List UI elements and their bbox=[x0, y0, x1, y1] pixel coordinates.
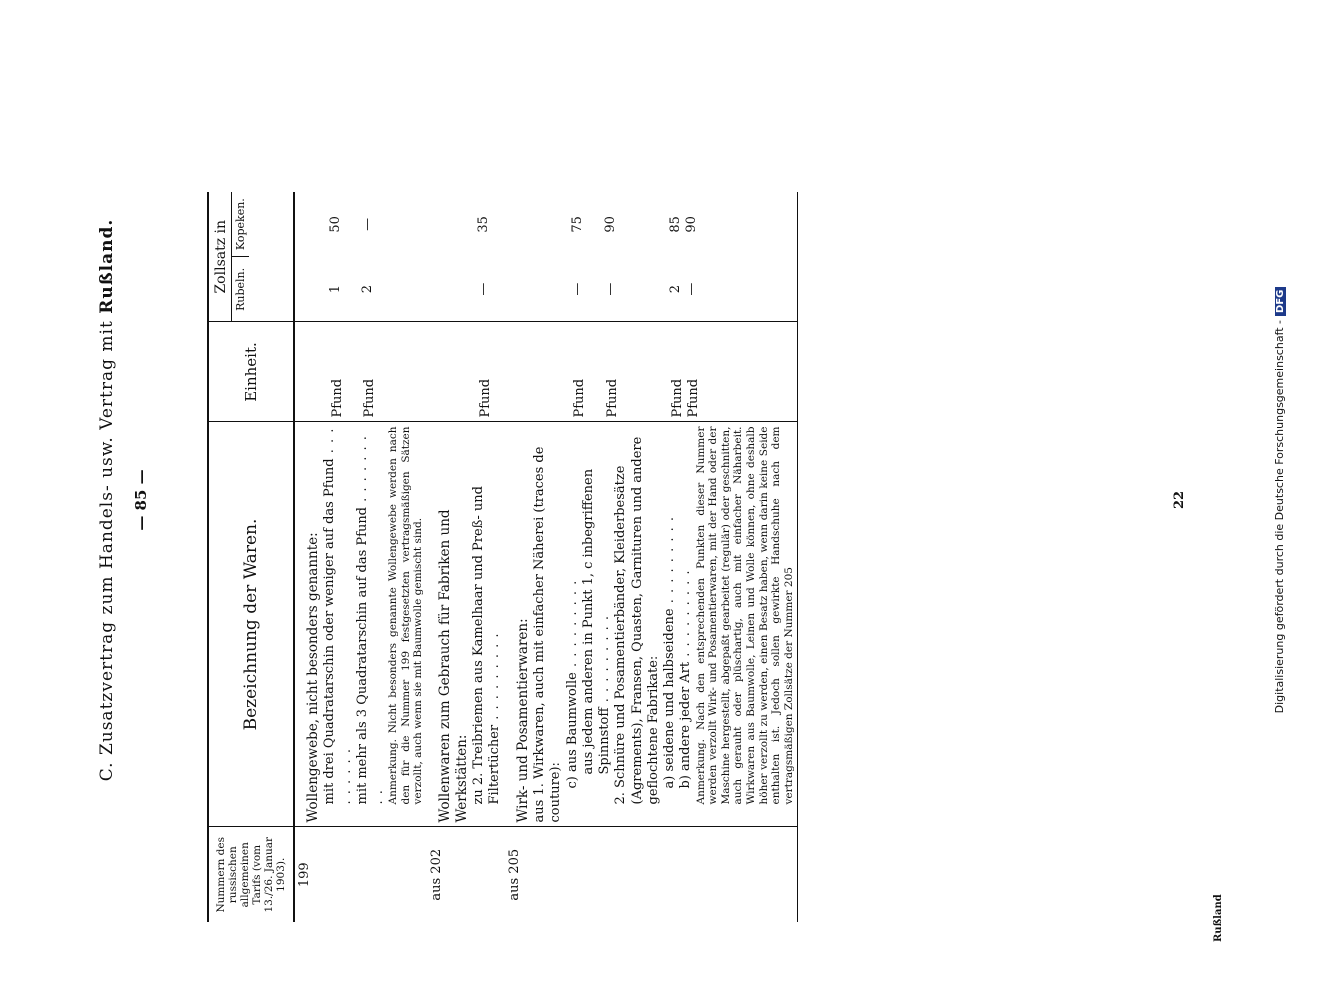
item-description bbox=[294, 422, 427, 827]
item-number: aus 202 bbox=[429, 848, 445, 901]
item-note: Anmerkung. Nach den entsprechenden Punkten dieser Nummer werden verzollt Wirk- und Posamentierwaren, mit der Hand oder der Maschine hergestellt, abgepaßt gearbeitet (regulär) oder geschnitten, auch gerauht oder plüschartig, auch mit einfacher Näharbeit. Wirkwaren aus Baumwolle, Leinen und Wolle können, ohne deshalb höher verzollt zu werden, einen Besatz haben, wenn darin keine Seide enthalten ist. Jedoch sollen gewirkte Handschuhe nach dem vertragsmäßigen Zollsätze der Nummer 205 bbox=[694, 426, 795, 805]
item-title: Wirk- und Posamentierwaren: bbox=[515, 618, 532, 823]
unit-value: Pfund bbox=[604, 378, 620, 418]
tariff-table bbox=[207, 192, 798, 922]
unit-value: Pfund bbox=[362, 378, 378, 418]
item-unit bbox=[427, 322, 505, 422]
header-unit: Einheit. bbox=[208, 322, 294, 422]
sheet-number: 22 bbox=[1172, 490, 1187, 510]
rate-kopeks: 75 bbox=[570, 216, 586, 233]
unit-value: Pfund bbox=[686, 378, 702, 418]
country-tab-label: Rußland bbox=[1213, 894, 1224, 942]
item-line: aus jedem anderen in Punkt 1, c inbegriffenen Spinnstoff . . . bbox=[581, 427, 614, 823]
item-rate bbox=[294, 192, 427, 322]
rate-rubles: 2 bbox=[667, 284, 683, 294]
dfg-logo: DFG bbox=[1275, 287, 1286, 316]
scan-credit bbox=[1273, 50, 1286, 950]
item-line: aus 1. Wirkwaren, auch mit einfacher Näherei (traces de couture): bbox=[532, 446, 564, 823]
scanned-page bbox=[87, 50, 1286, 950]
rate-kopeks: 85 bbox=[667, 216, 683, 233]
item-rate bbox=[427, 192, 505, 322]
rate-kopeks: 35 bbox=[475, 216, 491, 233]
table-row bbox=[427, 192, 505, 922]
rate-rubles: 1 bbox=[327, 284, 343, 294]
running-title-text: C. Zusatzvertrag zum Handels- usw. Vertrag mit bbox=[97, 320, 117, 782]
table-header-row bbox=[208, 192, 294, 922]
item-description bbox=[427, 422, 505, 827]
item-description bbox=[505, 422, 798, 827]
unit-value: Pfund bbox=[572, 378, 588, 418]
rate-kopeks: 90 bbox=[602, 216, 618, 233]
table-row bbox=[294, 192, 427, 922]
header-tariff-number: Nummern des russischen allgemeinen Tarifs (vom 13./26. Januar 1903). bbox=[208, 827, 294, 922]
item-unit bbox=[505, 322, 798, 422]
item-line: a) seidene und halbseidene . . . bbox=[662, 427, 678, 823]
header-rate-title: Zollsatz in bbox=[209, 192, 232, 322]
item-note: Anmerkung. Nicht besonders genannte Wollengewebe werden nach den für die Nummer 199 festgesetzten vertragsmäßigen Sätzen verzollt, auch wenn sie mit Baumwolle gemischt sind. bbox=[387, 426, 425, 805]
item-line: b) andere jeder Art . . . bbox=[678, 427, 694, 823]
item-title: Wollenwaren zum Gebrauch für Fabriken und Werkstätten: bbox=[437, 509, 470, 823]
scan-credit-text: Digitalisierung gefördert durch die Deutsche Forschungsgemeinschaft - bbox=[1273, 319, 1286, 714]
rate-rubles: — bbox=[602, 282, 618, 296]
header-rate bbox=[208, 192, 294, 322]
unit-value: Pfund bbox=[669, 378, 685, 418]
rate-rubles: — bbox=[684, 282, 700, 296]
rate-rubles: — bbox=[475, 282, 491, 296]
item-title: Wollengewebe, nicht besonders genannte: bbox=[305, 532, 322, 823]
item-unit bbox=[294, 322, 427, 422]
rate-rubles: 2 bbox=[360, 284, 376, 294]
rate-kopeks: — bbox=[360, 217, 376, 231]
unit-value: Pfund bbox=[329, 378, 345, 418]
item-line: mit drei Quadratarschin oder weniger auf das Pfund . . . bbox=[322, 427, 355, 823]
rate-kopeks: 50 bbox=[327, 216, 343, 233]
table-row bbox=[505, 192, 798, 922]
item-line: mit mehr als 3 Quadratarschin auf das Pfund . . . bbox=[355, 427, 388, 823]
item-rate bbox=[505, 192, 798, 322]
unit-value: Pfund bbox=[477, 378, 493, 418]
rate-rubles: — bbox=[570, 282, 586, 296]
header-description: Bezeichnung der Waren. bbox=[208, 422, 294, 827]
item-line: 2. Schnüre und Posamentierbänder, Kleiderbesätze (Agrements), Fransen, Quasten, Garnituren und andere geflochtene Fabrikate: bbox=[613, 436, 661, 805]
header-rate-rubles: Rubeln. bbox=[234, 267, 247, 311]
running-title bbox=[97, 50, 117, 950]
header-rate-kopeks: Kopeken. bbox=[232, 192, 249, 257]
rate-kopeks: 90 bbox=[684, 216, 700, 233]
running-title-country: Rußland. bbox=[97, 218, 117, 314]
item-line: c) aus Baumwolle . . . bbox=[565, 427, 581, 823]
item-number: 199 bbox=[297, 862, 313, 888]
item-number: aus 205 bbox=[505, 827, 798, 922]
item-line: zu 2. Treibriemen aus Kamelhaar und Preß- und Filtertücher . . . bbox=[471, 427, 504, 823]
page-number: — 85 — bbox=[132, 469, 150, 531]
